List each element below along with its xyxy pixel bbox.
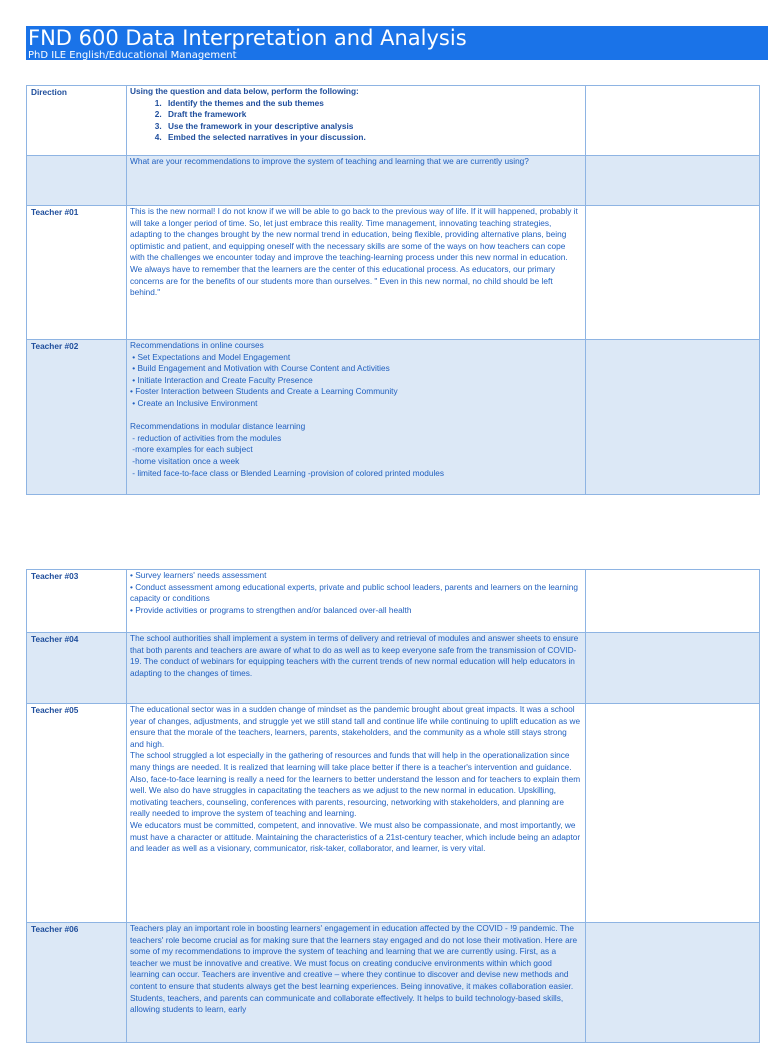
row-label-teacher-05: Teacher #05 [27,704,127,923]
direction-step: 1. Identify the themes and the sub themes [164,98,582,110]
empty-cell [586,923,760,1043]
row-label-teacher-04: Teacher #04 [27,633,127,704]
data-table-2 [26,569,760,1043]
table-row-direction [27,86,760,156]
online-item: • Set Expectations and Model Engagement [130,351,291,362]
table-row-teacher-01 [27,206,760,340]
row-label-teacher-02: Teacher #02 [27,340,127,495]
modular-item: - reduction of activities from the modules [130,432,282,443]
question-cell: What are your recommendations to improve the system of teaching and learning that we are currently using? [127,156,586,206]
teacher-06-response: Teachers play an important role in boosting learners' engagement in education affected by the COVID - !9 pandemic. The teachers' role become crucial as for making sure that the learners stay engaged and do not lose their motivation. Here are some of my recommendations to improve the system of teaching and learning that we are currently using. First, as a teacher we must be innovative and creative. We must focus on creating conducive environments within which good learning can occur. Teachers are inventive and creative – where they continue to discover and devise new methods and content to ensure that students always get the best learning experiences. Being innovative, it makes collaboration easier. Students, teachers, and parents can communicate and collaborate effectively. It helps to build technology-based skills, allowing students to learn, early [127,923,586,1043]
table-row-teacher-03 [27,570,760,633]
empty-cell [586,340,760,495]
empty-cell [586,206,760,340]
table-row-teacher-02 [27,340,760,495]
modular-item: -home visitation once a week [130,455,240,466]
table-row-question [27,156,760,206]
teacher-01-response: This is the new normal! I do not know if we will be able to go back to the previous way of life. If it will happened, probably it will take a longer period of time. So, let just embrace this reality. Time management, innovating teaching strategies, adapting to the changes brought by the new normal trend in education, being flexible, providing alternative plans, being optimistic and patient, and equipping oneself with the necessary skills are some of the ways on how teachers can cope with the challenges we encounter today and improve the teaching-learning process under this new normal in education. We always have to remember that the learners are the center of this educational process. As educators, our primary concerns are for the benefits of our students more than ourselves. " Even in this new normal, no child should be left behind." [127,206,586,340]
online-item: • Foster Interaction between Students and Create a Learning Community [130,386,398,397]
modular-item: - limited face-to-face class or Blended Learning -provision of colored printed modules [130,467,445,478]
list-item: • Provide activities or programs to strengthen and/or balanced over-all health [130,604,412,615]
direction-step: 4. Embed the selected narratives in your discussion. [164,132,582,144]
row-label-teacher-06: Teacher #06 [27,923,127,1043]
row-label-teacher-03: Teacher #03 [27,570,127,633]
modular-heading: Recommendations in modular distance learning [130,421,306,432]
online-item: • Initiate Interaction and Create Faculty Presence [130,374,313,385]
document-subtitle: PhD ILE English/Educational Management [28,50,237,61]
row-label-teacher-01: Teacher #01 [27,206,127,340]
direction-heading: Using the question and data below, perform the following: [130,86,359,96]
modular-item: -more examples for each subject [130,444,253,455]
teacher-04-response: The school authorities shall implement a system in terms of delivery and retrieval of modules and answer sheets to ensure that both parents and teachers are aware of what to do as well as to keep everyone safe from the transmission of COVID-19. The conduct of webinars for equipping teachers with the current trends of new normal education will help educators in adapting to the changes of times. [127,633,586,704]
empty-cell [586,704,760,923]
direction-cell [127,86,586,156]
paragraph: The school struggled a lot especially in the gathering of resources and funds that will help in the operationalization since many things are needed. It is realized that learning will take place better if there is a teacher's intervention and guidance. Also, face-to-face learning is really a need for the learners to better understand the lesson and for teachers to explain them well. We also do have struggles in capacitating the teachers as we adjust to the new normal in education. Upskilling, motivating teachers, counseling, conferences with parents, resourcing, networking with stakeholders, and planning are really needed to improve the system of teaching and learning. [130,750,581,819]
table-row-teacher-06 [27,923,760,1043]
data-table-1 [26,85,760,495]
table-row-teacher-04 [27,633,760,704]
empty-cell [586,633,760,704]
online-heading: Recommendations in online courses [130,340,264,350]
teacher-02-response [127,340,586,495]
online-item: • Create an Inclusive Environment [130,397,258,408]
paragraph: We educators must be committed, competent, and innovative. We must also be compassionate, and most importantly, we must have a character or attitude. Maintaining the characteristics of a 21st-century teacher, which include being an adaptor and leader as well as a visionary, communicator, risk-taker, collaborator, and learner, is very vital. [130,819,581,854]
row-label-empty [27,156,127,206]
direction-step: 2. Draft the framework [164,109,582,121]
document-header [26,26,768,60]
direction-step: 3. Use the framework in your descriptive analysis [164,121,582,133]
paragraph: The educational sector was in a sudden change of mindset as the pandemic brought about great impacts. It was a school year of changes, adjustments, and struggle yet we still stand tall and continue life while continuing to uplift education as we ensure that the morale of the teachers, learners, parents, stakeholders, and the community as a whole still stays strong and high. [130,704,581,749]
online-item: • Build Engagement and Motivation with Course Content and Activities [130,363,390,374]
row-label-direction: Direction [27,86,127,156]
direction-steps [130,98,582,144]
teacher-03-response [127,570,586,633]
list-item: • Survey learners' needs assessment [130,570,267,580]
list-item: • Conduct assessment among educational experts, private and public school leaders, parents and learners on the learning capacity or conditions [130,581,578,604]
empty-cell [586,156,760,206]
empty-cell [586,570,760,633]
document-title: FND 600 Data Interpretation and Analysis [28,26,467,50]
empty-cell [586,86,760,156]
table-row-teacher-05 [27,704,760,923]
teacher-05-response [127,704,586,923]
